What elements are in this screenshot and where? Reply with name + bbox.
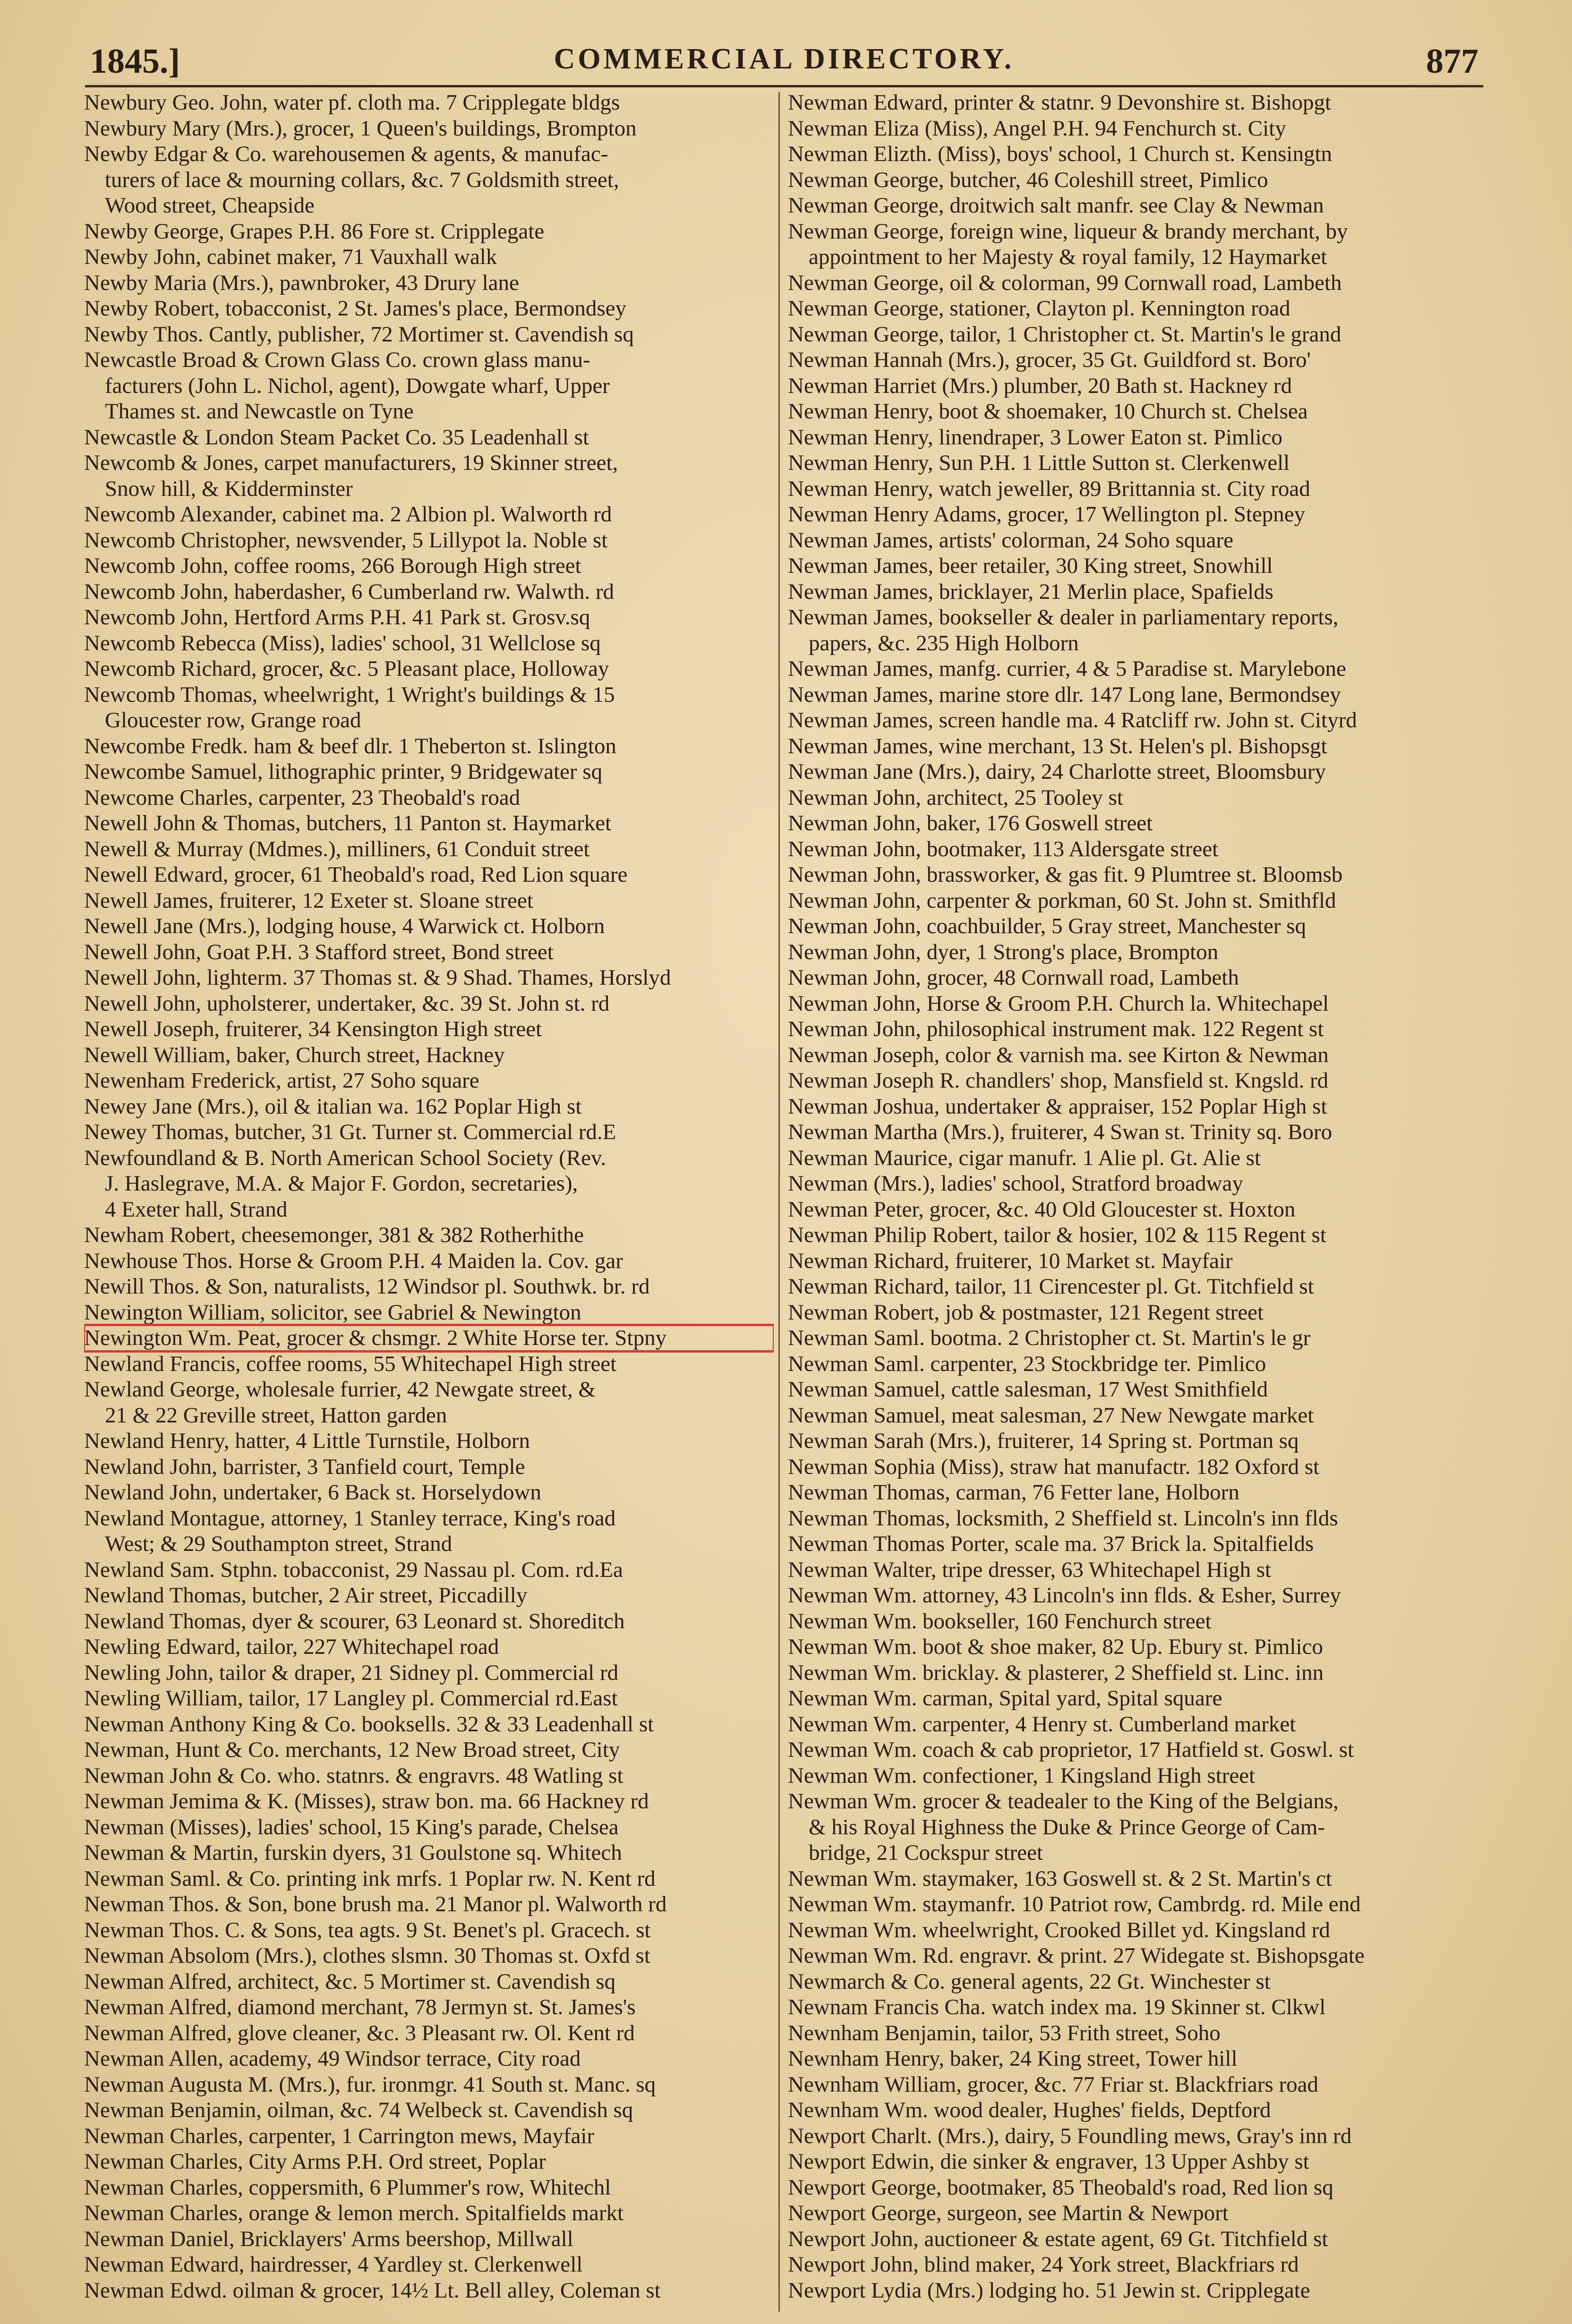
directory-entry: Newnham Wm. wood dealer, Hughes' fields, Deptford [788, 2098, 1271, 2122]
entry-continuation: turers of lace & mourning collars, &c. 7 Goldsmith street, [105, 167, 619, 192]
directory-entry: Newell John, upholsterer, undertaker, &c. 39 St. John st. rd [84, 991, 610, 1016]
directory-entry: Newman Wm. carman, Spital yard, Spital square [788, 1686, 1222, 1711]
directory-entry: Newman John, carpenter & porkman, 60 St. John st. Smithfld [788, 888, 1336, 913]
directory-entry: Newman (Mrs.), ladies' school, Stratford broadway [788, 1171, 1243, 1196]
directory-entry: Newcomb & Jones, carpet manufacturers, 19 Skinner street, [84, 451, 618, 475]
directory-entry: Newman John, architect, 25 Tooley st [788, 785, 1123, 810]
directory-entry: Newby Robert, tobacconist, 2 St. James's place, Bermondsey [84, 296, 626, 321]
directory-entry: Newell John & Thomas, butchers, 11 Panton st. Haymarket [84, 811, 612, 835]
directory-entry: Newman Anthony King & Co. booksells. 32 & 33 Leadenhall st [84, 1711, 654, 1737]
directory-entry: Newman Allen, academy, 49 Windsor terrace, City road [84, 2046, 581, 2071]
directory-entry: Newland Montague, attorney, 1 Stanley terrace, King's road [84, 1506, 616, 1531]
directory-entry: Newman Peter, grocer, &c. 40 Old Gloucester st. Hoxton [788, 1197, 1296, 1222]
directory-entry: Newcomb John, haberdasher, 6 Cumberland rw. Walwth. rd [84, 579, 615, 604]
header-page-number: 877 [1426, 42, 1478, 81]
directory-entry: Newman Daniel, Bricklayers' Arms beershop, Millwall [84, 2226, 573, 2251]
directory-entry: Newcastle & London Steam Packet Co. 35 Leadenhall st [84, 425, 589, 450]
directory-entry: Newman Thos. C. & Sons, tea agts. 9 St. Benet's pl. Gracech. st [84, 1917, 651, 1942]
directory-entry: Newman Eliza (Miss), Angel P.H. 94 Fenchurch st. City [788, 116, 1286, 141]
directory-entry: Newman George, foreign wine, liqueur & brandy merchant, by [788, 219, 1348, 244]
directory-entry: Newman Thomas, carman, 76 Fetter lane, Holborn [788, 1480, 1239, 1505]
left-column [84, 90, 774, 2319]
directory-entry: Newman Saml. carpenter, 23 Stockbridge ter. Pimlico [788, 1351, 1266, 1376]
directory-entry: Newbury Geo. John, water pf. cloth ma. 7 Cripplegate bldgs [84, 90, 620, 115]
directory-entry: Newman Henry, boot & shoemaker, 10 Church st. Chelsea [788, 399, 1308, 424]
directory-entry: Newman Sophia (Miss), straw hat manufactr. 182 Oxford st [788, 1454, 1320, 1479]
directory-entry: Newell Jane (Mrs.), lodging house, 4 Warwick ct. Holborn [84, 914, 605, 938]
directory-entry: Newman & Martin, furskin dyers, 31 Goulstone sq. Whitech [84, 1840, 622, 1865]
directory-entry: Newenham Frederick, artist, 27 Soho square [84, 1068, 479, 1093]
directory-entry: Newman John, grocer, 48 Cornwall road, Lambeth [788, 965, 1239, 990]
entry-continuation: Gloucester row, Grange road [105, 708, 361, 732]
directory-entry: Newnham Henry, baker, 24 King street, Tower hill [788, 2046, 1238, 2071]
directory-entry: Newman, Hunt & Co. merchants, 12 New Broad street, City [84, 1737, 620, 1762]
entry-continuation: Wood street, Cheapside [105, 193, 315, 218]
directory-entry: Newman Hannah (Mrs.), grocer, 35 Gt. Guildford st. Boro' [788, 348, 1311, 372]
directory-entry: Newell Joseph, fruiterer, 34 Kensington High street [84, 1017, 542, 1041]
directory-entry: Newcomb Christopher, newsvender, 5 Lillypot la. Noble st [84, 528, 608, 553]
directory-entry: Newman Walter, tripe dresser, 63 Whitechapel High st [788, 1557, 1272, 1582]
entry-continuation: 21 & 22 Greville street, Hatton garden [105, 1403, 447, 1428]
directory-entry: Newman Elizth. (Miss), boys' school, 1 Church st. Kensingtn [788, 142, 1333, 166]
directory-entry: Newman Philip Robert, tailor & hosier, 102 & 115 Regent st [788, 1223, 1326, 1247]
directory-entry: Newill Thos. & Son, naturalists, 12 Windsor pl. Southwk. br. rd [84, 1274, 650, 1299]
entry-continuation: & his Royal Highness the Duke & Prince George of Cam- [809, 1814, 1325, 1839]
directory-entry: Newling William, tailor, 17 Langley pl. Commercial rd.East [84, 1686, 618, 1711]
directory-entry: Newman George, oil & colorman, 99 Cornwall road, Lambeth [788, 270, 1342, 295]
directory-entry: Newman John, baker, 176 Goswell street [788, 811, 1153, 835]
directory-entry: Newell John, lighterm. 37 Thomas st. & 9 Shad. Thames, Horslyd [84, 965, 671, 990]
directory-entry: Newman Samuel, cattle salesman, 17 West Smithfield [788, 1377, 1268, 1402]
directory-entry: Newman James, marine store dlr. 147 Long lane, Bermondsey [788, 682, 1341, 707]
entry-continuation: appointment to her Majesty & royal family, 12 Haymarket [809, 245, 1327, 269]
directory-entry: Newland Sam. Stphn. tobacconist, 29 Nassau pl. Com. rd.Ea [84, 1557, 623, 1582]
directory-entry: Newman John, brassworker, & gas fit. 9 Plumtree st. Bloomsb [788, 862, 1343, 887]
directory-entry: Newmarch & Co. general agents, 22 Gt. Winchester st [788, 1969, 1271, 1994]
directory-entry: Newcomb Alexander, cabinet ma. 2 Albion pl. Walworth rd [84, 502, 612, 527]
directory-entry: Newman Saml. bootma. 2 Christopher ct. St. Martin's le gr [788, 1326, 1311, 1350]
header-rule [85, 85, 1483, 87]
directory-entry: Newman Joshua, undertaker & appraiser, 152 Poplar High st [788, 1094, 1327, 1119]
directory-entry: Newman Samuel, meat salesman, 27 New Newgate market [788, 1403, 1314, 1428]
directory-entry: Newman Henry, Sun P.H. 1 Little Sutton st. Clerkenwell [788, 451, 1290, 475]
directory-entry: Newby Maria (Mrs.), pawnbroker, 43 Drury lane [84, 270, 519, 295]
directory-entry: Newman Saml. & Co. printing ink mrfs. 1 Poplar rw. N. Kent rd [84, 1866, 656, 1891]
directory-entry: Newman Maurice, cigar manufr. 1 Alie pl. Gt. Alie st [788, 1145, 1261, 1170]
directory-entry: Newman Edwd. oilman & grocer, 14½ Lt. Bell alley, Coleman st [84, 2278, 661, 2303]
directory-entry: Newman Wm. bricklay. & plasterer, 2 Sheffield st. Linc. inn [788, 1660, 1324, 1685]
entry-continuation: Snow hill, & Kidderminster [105, 476, 353, 501]
directory-entry: Newman Wm. grocer & teadealer to the King of the Belgians, [788, 1789, 1339, 1813]
directory-entry: Newcomb Richard, grocer, &c. 5 Pleasant place, Holloway [84, 656, 609, 681]
directory-entry: Newport John, auctioneer & estate agent, 69 Gt. Titchfield st [788, 2226, 1328, 2251]
directory-entry: Newport Lydia (Mrs.) lodging ho. 51 Jewin st. Cripplegate [788, 2278, 1310, 2303]
directory-entry: Newman Jemima & K. (Misses), straw bon. ma. 66 Hackney rd [84, 1789, 649, 1813]
directory-entry: Newcomb John, coffee rooms, 266 Borough High street [84, 553, 581, 578]
page-header [85, 33, 1483, 90]
directory-entry: Newman Wm. coach & cab proprietor, 17 Hatfield st. Goswl. st [788, 1737, 1354, 1762]
directory-entry: Newman John, philosophical instrument mak. 122 Regent st [788, 1017, 1324, 1041]
directory-entry: Newman Augusta M. (Mrs.), fur. ironmgr. 41 South st. Manc. sq [84, 2072, 656, 2097]
directory-entry: Newport Edwin, die sinker & engraver, 13 Upper Ashby st [788, 2149, 1309, 2174]
directory-entry: Newham Robert, cheesemonger, 381 & 382 Rotherhithe [84, 1223, 584, 1247]
directory-entry: Newman (Misses), ladies' school, 15 King's parade, Chelsea [84, 1814, 619, 1839]
directory-entry: Newman Wm. wheelwright, Crooked Billet yd. Kingsland rd [788, 1917, 1330, 1942]
directory-entry: Newby Thos. Cantly, publisher, 72 Mortimer st. Cavendish sq [84, 322, 634, 347]
directory-entry: Newman Martha (Mrs.), fruiterer, 4 Swan st. Trinity sq. Boro [788, 1120, 1333, 1144]
directory-entry: Newby Edgar & Co. warehousemen & agents, & manufac- [84, 142, 608, 166]
entry-continuation: bridge, 21 Cockspur street [809, 1840, 1043, 1865]
directory-entry: Newman Henry, watch jeweller, 89 Brittannia st. City road [788, 476, 1310, 501]
directory-entry: Newman Richard, tailor, 11 Cirencester pl. Gt. Titchfield st [788, 1274, 1314, 1299]
directory-entry: Newman Wm. attorney, 43 Lincoln's inn flds. & Esher, Surrey [788, 1583, 1341, 1608]
directory-entry: Newman Wm. Rd. engravr. & print. 27 Widegate st. Bishopsgate [788, 1943, 1365, 1968]
entry-continuation: West; & 29 Southampton street, Strand [105, 1532, 453, 1556]
directory-entry: Newland Thomas, dyer & scourer, 63 Leonard st. Shoreditch [84, 1609, 625, 1634]
directory-entry: Newland Henry, hatter, 4 Little Turnstile, Holborn [84, 1429, 530, 1453]
directory-entry: Newnham Benjamin, tailor, 53 Frith street, Soho [788, 2020, 1221, 2045]
directory-entry: Newey Jane (Mrs.), oil & italian wa. 162 Poplar High st [84, 1094, 582, 1119]
directory-entry: Newman Charles, carpenter, 1 Carrington mews, Mayfair [84, 2123, 595, 2148]
directory-entry: Newman Charles, orange & lemon merch. Spitalfields markt [84, 2201, 624, 2225]
directory-entry: Newman Henry Adams, grocer, 17 Wellington pl. Stepney [788, 502, 1306, 527]
directory-entry: Newman Edward, printer & statnr. 9 Devonshire st. Bishopgt [788, 90, 1332, 115]
directory-entry: Newman Edward, hairdresser, 4 Yardley st. Clerkenwell [84, 2252, 583, 2277]
column-divider [778, 92, 780, 2312]
directory-entry: Newman Richard, fruiterer, 10 Market st. Mayfair [788, 1248, 1233, 1273]
directory-entry: Newport Charlt. (Mrs.), dairy, 5 Foundling mews, Gray's inn rd [788, 2123, 1352, 2148]
directory-entry: Newman John, bootmaker, 113 Aldersgate street [788, 836, 1219, 861]
directory-entry: Newman Joseph, color & varnish ma. see Kirton & Newman [788, 1042, 1329, 1067]
entry-continuation: papers, &c. 235 High Holborn [809, 630, 1079, 655]
directory-entry: Newfoundland & B. North American School Society (Rev. [84, 1145, 607, 1170]
directory-entry: Newman James, manfg. currier, 4 & 5 Paradise st. Marylebone [788, 656, 1346, 681]
directory-entry: Newman Thos. & Son, bone brush ma. 21 Manor pl. Walworth rd [84, 1892, 667, 1916]
directory-entry: Newland Thomas, butcher, 2 Air street, Piccadilly [84, 1583, 528, 1608]
directory-entry: Newell James, fruiterer, 12 Exeter st. Sloane street [84, 888, 533, 913]
entry-continuation: J. Haslegrave, M.A. & Major F. Gordon, secretaries), [105, 1171, 578, 1196]
directory-entry: Newman George, droitwich salt manfr. see Clay & Newman [788, 193, 1324, 218]
directory-entry: Newell Edward, grocer, 61 Theobald's road, Red Lion square [84, 862, 628, 887]
directory-entry: Newman Wm. confectioner, 1 Kingsland High street [788, 1763, 1256, 1788]
directory-entry: Newman John, coachbuilder, 5 Gray street, Manchester sq [788, 914, 1307, 938]
directory-entry: Newman Henry, linendraper, 3 Lower Eaton st. Pimlico [788, 425, 1283, 450]
directory-entry: Newnam Francis Cha. watch index ma. 19 Skinner st. Clkwl [788, 1995, 1326, 2019]
directory-entry: Newman Alfred, glove cleaner, &c. 3 Pleasant rw. Ol. Kent rd [84, 2020, 635, 2045]
directory-entry: Newcomb Rebecca (Miss), ladies' school, 31 Wellclose sq [84, 630, 601, 655]
directory-entry: Newman George, butcher, 46 Coleshill street, Pimlico [788, 167, 1268, 192]
header-year: 1845.] [90, 42, 180, 81]
entry-continuation: Thames st. and Newcastle on Tyne [105, 399, 414, 424]
directory-entry: Newman Thomas Porter, scale ma. 37 Brick la. Spitalfields [788, 1532, 1314, 1556]
directory-entry: Newell & Murray (Mdmes.), milliners, 61 Conduit street [84, 836, 590, 861]
directory-entry: Newland John, undertaker, 6 Back st. Horselydown [84, 1480, 541, 1505]
directory-entry: Newport George, surgeon, see Martin & Newport [788, 2201, 1229, 2225]
directory-entry: Newman James, beer retailer, 30 King street, Snowhill [788, 553, 1273, 578]
directory-entry: Newman James, bookseller & dealer in parliamentary reports, [788, 605, 1339, 630]
directory-entry: Newland Francis, coffee rooms, 55 Whitechapel High street [84, 1351, 617, 1376]
directory-entry: Newman Charles, City Arms P.H. Ord street, Poplar [84, 2149, 546, 2174]
directory-entry: Newman Wm. staymanfr. 10 Patriot row, Cambrdg. rd. Mile end [788, 1892, 1361, 1916]
directory-entry: Newland John, barrister, 3 Tanfield court, Temple [84, 1454, 525, 1479]
directory-entry: Newnham William, grocer, &c. 77 Friar st. Blackfriars road [788, 2072, 1319, 2097]
directory-entry: Newman Wm. staymaker, 163 Goswell st. & 2 St. Martin's ct [788, 1866, 1332, 1891]
directory-entry: Newman James, screen handle ma. 4 Ratcliff rw. John st. Cityrd [788, 708, 1357, 732]
directory-entry: Newland George, wholesale furrier, 42 Newgate street, & [84, 1377, 596, 1402]
directory-entry: Newman Alfred, architect, &c. 5 Mortimer st. Cavendish sq [84, 1969, 616, 1994]
directory-entry: Newman Charles, coppersmith, 6 Plummer's row, Whitechl [84, 2175, 611, 2200]
directory-entry: Newman John & Co. who. statnrs. & engravrs. 48 Watling st [84, 1763, 624, 1788]
directory-entry: Newman Alfred, diamond merchant, 78 Jermyn st. St. James's [84, 1995, 636, 2019]
entry-continuation: facturers (John L. Nichol, agent), Dowgate wharf, Upper [105, 373, 610, 398]
directory-entry: Newman John, Horse & Groom P.H. Church la. Whitechapel [788, 991, 1329, 1016]
directory-entry: Newman George, stationer, Clayton pl. Kennington road [788, 296, 1290, 321]
directory-entry: Newling John, tailor & draper, 21 Sidney pl. Commercial rd [84, 1660, 619, 1685]
directory-entry: Newcombe Fredk. ham & beef dlr. 1 Theberton st. Islington [84, 733, 616, 758]
right-column [788, 90, 1485, 2319]
directory-entry: Newling Edward, tailor, 227 Whitechapel road [84, 1634, 499, 1659]
directory-entry: Newman Absolom (Mrs.), clothes slsmn. 30 Thomas st. Oxfd st [84, 1943, 650, 1968]
directory-entry: Newby George, Grapes P.H. 86 Fore st. Cripplegate [84, 219, 545, 244]
directory-entry: Newman John, dyer, 1 Strong's place, Brompton [788, 939, 1219, 964]
directory-entry: Newport John, blind maker, 24 York street, Blackfriars rd [788, 2252, 1299, 2277]
directory-entry: Newport George, bootmaker, 85 Theobald's road, Red lion sq [788, 2175, 1333, 2200]
directory-entry: Newman James, bricklayer, 21 Merlin place, Spafields [788, 579, 1273, 604]
directory-entry: Newman Jane (Mrs.), dairy, 24 Charlotte street, Bloomsbury [788, 759, 1326, 784]
directory-entry: Newman Wm. boot & shoe maker, 82 Up. Ebury st. Pimlico [788, 1634, 1323, 1659]
entry-continuation: 4 Exeter hall, Strand [105, 1197, 288, 1222]
directory-entry: Newcastle Broad & Crown Glass Co. crown glass manu- [84, 348, 590, 372]
header-title: COMMERCIAL DIRECTORY. [554, 43, 1015, 75]
highlighted-entry: Newington Wm. Peat, grocer & chsmgr. 2 White Horse ter. Stpny [84, 1325, 774, 1351]
directory-entry: Newman Harriet (Mrs.) plumber, 20 Bath st. Hackney rd [788, 373, 1292, 398]
directory-entry: Newby John, cabinet maker, 71 Vauxhall walk [84, 245, 497, 269]
directory-entry: Newington William, solicitor, see Gabriel & Newington [84, 1300, 581, 1325]
directory-entry: Newey Thomas, butcher, 31 Gt. Turner st. Commercial rd.E [84, 1120, 616, 1144]
directory-entry: Newman Wm. bookseller, 160 Fenchurch street [788, 1609, 1212, 1634]
directory-entry: Newell John, Goat P.H. 3 Stafford street, Bond street [84, 939, 554, 964]
directory-entry: Newcome Charles, carpenter, 23 Theobald's road [84, 785, 521, 810]
directory-entry: Newcomb Thomas, wheelwright, 1 Wright's buildings & 15 [84, 682, 615, 707]
directory-entry: Newman George, tailor, 1 Christopher ct. St. Martin's le grand [788, 322, 1341, 347]
directory-entry: Newman James, wine merchant, 13 St. Helen's pl. Bishopsgt [788, 733, 1327, 758]
directory-entry: Newhouse Thos. Horse & Groom P.H. 4 Maiden la. Cov. gar [84, 1248, 623, 1273]
directory-entry: Newman Benjamin, oilman, &c. 74 Welbeck st. Cavendish sq [84, 2098, 633, 2122]
directory-entry: Newcomb John, Hertford Arms P.H. 41 Park st. Grosv.sq [84, 605, 590, 630]
directory-entry: Newman Robert, job & postmaster, 121 Regent street [788, 1300, 1264, 1325]
directory-entry: Newman Thomas, locksmith, 2 Sheffield st. Lincoln's inn flds [788, 1506, 1338, 1531]
directory-entry: Newbury Mary (Mrs.), grocer, 1 Queen's buildings, Brompton [84, 116, 637, 141]
directory-entry: Newman Wm. carpenter, 4 Henry st. Cumberland market [788, 1711, 1296, 1737]
directory-entry: Newcombe Samuel, lithographic printer, 9 Bridgewater sq [84, 759, 603, 784]
directory-entry: Newman James, artists' colorman, 24 Soho square [788, 528, 1234, 553]
directory-entry: Newell William, baker, Church street, Hackney [84, 1042, 505, 1067]
directory-entry: Newman Joseph R. chandlers' shop, Mansfield st. Kngsld. rd [788, 1068, 1329, 1093]
directory-entry: Newman Sarah (Mrs.), fruiterer, 14 Spring st. Portman sq [788, 1429, 1299, 1453]
